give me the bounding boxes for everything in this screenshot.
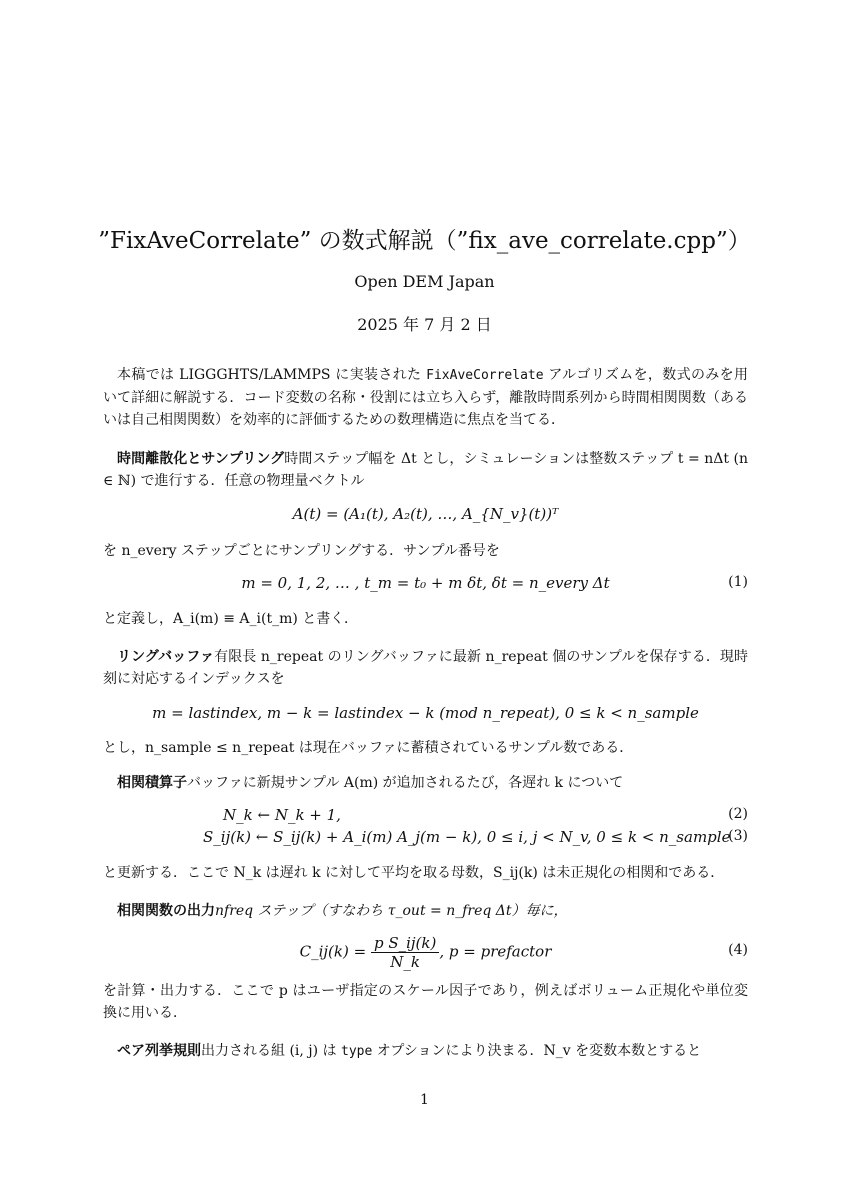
section-pair-enumeration: ペア列挙規則出力される組 (i, j) は type オプションにより決まる．N_v を変数本数とすると: [117, 1043, 702, 1059]
code-type: type: [341, 1044, 373, 1059]
page-number: 1: [420, 1092, 429, 1108]
paper-page: ”FixAveCorrelate” の数式解説（”fix_ave_correlate.cpp”） Open DEM Japan 2025 年 7 月 2 日 本稿では LIGGGHTS/LAMMPS に実装された FixAveCorrelate アルゴリズムを，数式のみを用いて詳細に解説する．コード変数の名称・役割には立ち入らず，離散時間系列から時間相関関数（あるいは自己相関関数）を効率的に評価するための数理構造に焦点を当てる． 時間離散化とサンプリング時間ステップ幅を Δt とし，シミュレーションは整数ステップ t = nΔt (n ∈ ℕ) で進行する．任意の物理量ベクトル A(t) = (A₁(t), A₂(t), …, A_{N_v}(t))ᵀ を n_every ステップごとにサンプリングする．サンプル番号を m = 0, 1, 2, … , t_m = t₀ + m δt, δt = n_every Δt (1) と定義し，A_i(m) ≡ A_i(t_m) と書く． リングバッファ有限長 n_repeat のリングバッファに最新 n_repeat 個のサンプルを保存する．現時刻に対応するインデックスを m = lastindex, m − k = lastindex − k (mod n_repeat), 0 ≤ k < n_sample とし，n_sample ≤ n_repeat は現在バッファに蓄積されているサンプル数である． 相関積算子バッファに新規サンプル A(m) が追加されるたび，各遅れ k について N_k ← N_k + 1, (2) S_ij(k) ← S_ij(k) + A_i(m) A_j(m − k), 0 ≤ i, j < N_v, 0 ≤ k < n_sample (3) と更新する．ここで N_k は遅れ k に対して平均を取る母数，S_ij(k) は未正規化の相関和である． 相関関数の出力nfreq ステップ（すなわち τ_out = n_freq Δt）毎に， C_ij(k) = $\frac{\text{p S\_ij(k)}}{N\_k}$ , p = prefactor (4) を計算・出力する．ここで p はユーザ指定のスケール因子であり，例えばボリューム正規化や単位変換に用いる． ペア列挙規則出力される組 (i, j) は type オプションにより決まる．N_v を変数本数とすると 1: [0, 0, 849, 1200]
section-lead: 時間離散化とサンプリング: [117, 451, 285, 467]
equation-number: (1): [728, 574, 748, 590]
intro-paragraph: 本稿では LIGGGHTS/LAMMPS に実装された FixAveCorrelate アルゴリズムを，数式のみを用いて詳細に解説する．コード変数の名称・役割には立ち入らず，離散時間系列から時間相関関数（あるいは自己相関関数）を効率的に評価するための数理構造に焦点を当てる．: [103, 367, 749, 428]
definition-text: と定義し，A_i(m) ≡ A_i(t_m) と書く．: [103, 611, 359, 627]
fraction: $\frac{\text{p S\_ij(k)}}{N\_k}$: [371, 934, 439, 971]
section-ring-buffer: リングバッファ有限長 n_repeat のリングバッファに最新 n_repeat 個のサンプルを保存する．現時刻に対応するインデックスを: [103, 649, 748, 687]
accumulator-text: と更新する．ここで N_k は遅れ k に対して平均を取る母数，S_ij(k) は未正規化の相関和である．: [103, 865, 725, 881]
sampling-text: を n_every ステップごとにサンプリングする．サンプル番号を: [103, 543, 500, 559]
section-lead: 相関積算子: [117, 775, 187, 791]
code-fixavecorrelate: FixAveCorrelate: [426, 368, 544, 383]
section-time-discretization: 時間離散化とサンプリング時間ステップ幅を Δt とし，シミュレーションは整数ステップ t = nΔt (n ∈ ℕ) で進行する．任意の物理量ベクトル: [103, 451, 749, 489]
paper-date: 2025 年 7 月 2 日: [357, 315, 492, 334]
section-lead: 相関関数の出力: [117, 903, 215, 919]
equation-number: (4): [728, 942, 748, 958]
equation-number: (3): [728, 828, 748, 844]
output-text: を計算・出力する．ここで p はユーザ指定のスケール因子であり，例えばボリューム正規化や単位変換に用いる．: [103, 983, 748, 1021]
section-correlation-output: 相関関数の出力nfreq ステップ（すなわち τ_out = n_freq Δt）毎に，: [117, 903, 568, 919]
ring-buffer-text: とし，n_sample ≤ n_repeat は現在バッファに蓄積されているサンプル数である．: [103, 740, 634, 756]
equation-4: C_ij(k) = $\frac{\text{p S\_ij(k)}}{N\_k}$ , p = prefactor (4): [299, 934, 748, 971]
section-lead: リングバッファ: [117, 649, 215, 665]
paper-author: Open DEM Japan: [354, 272, 495, 291]
paper-title: ”FixAveCorrelate” の数式解説（”fix_ave_correlate.cpp”）: [98, 228, 751, 254]
section-accumulator: 相関積算子バッファに新規サンプル A(m) が追加されるたび，各遅れ k について: [117, 775, 624, 791]
section-lead: ペア列挙規則: [117, 1043, 201, 1059]
equation-number: (2): [728, 806, 748, 822]
